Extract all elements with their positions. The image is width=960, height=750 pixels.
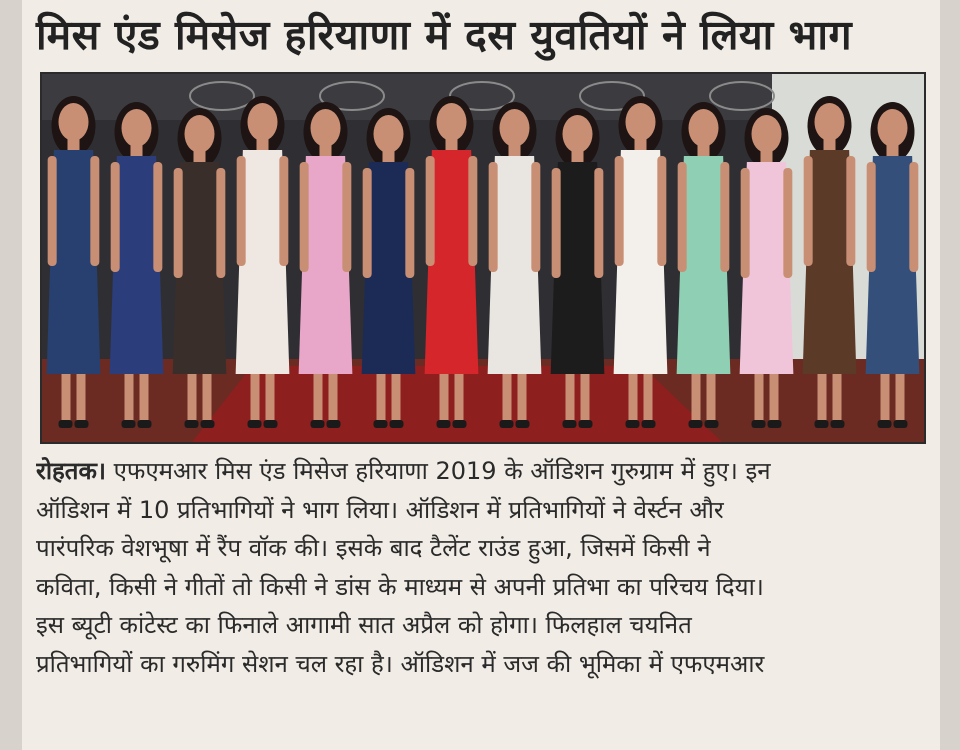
- person-leg: [707, 374, 716, 422]
- person-leg: [581, 374, 590, 422]
- person-neck: [68, 138, 80, 152]
- person-shoe: [500, 420, 514, 428]
- person-shoe: [59, 420, 73, 428]
- person-leg: [833, 374, 842, 422]
- person-shoe: [815, 420, 829, 428]
- person-neck: [824, 138, 836, 152]
- person-leg: [314, 374, 323, 422]
- person-shoe: [138, 420, 152, 428]
- person-shoe: [185, 420, 199, 428]
- person-face: [626, 103, 656, 141]
- article-line-2: ऑडिशन में 10 प्रतिभागियों ने भाग लिया। ऑडिशन में प्रतिभागियों ने वेर्स्टन और: [36, 495, 724, 524]
- person-neck: [572, 150, 584, 164]
- news-photo: [40, 72, 926, 444]
- person-neck: [761, 150, 773, 164]
- group-photo-illustration: [42, 74, 924, 442]
- person-neck: [131, 144, 143, 158]
- article-line-5: इस ब्यूटी कांटेस्ट का फिनाले आगामी सात अप्रैल को होगा। फिलहाल चयनित: [36, 611, 692, 639]
- person-leg: [692, 374, 701, 422]
- article-body: [36, 452, 928, 683]
- person-arm: [300, 162, 309, 272]
- article-line-6: प्रतिभागियों का गरुमिंग सेशन चल रहा है। ऑडिशन में जज की भूमिका में एफएमआर: [36, 649, 765, 678]
- person-neck: [887, 144, 899, 158]
- headline: मिस एंड मिसेज हरियाणा में दस युवतियों ने लिया भाग: [36, 11, 853, 59]
- person-shoe: [311, 420, 325, 428]
- person-arm: [111, 162, 120, 272]
- person-arm: [615, 156, 624, 266]
- person-arm: [342, 162, 351, 272]
- person-shoe: [437, 420, 451, 428]
- person-arm: [237, 156, 246, 266]
- person-leg: [77, 374, 86, 422]
- person-leg: [881, 374, 890, 422]
- person-neck: [320, 144, 332, 158]
- person-arm: [804, 156, 813, 266]
- person-shoe: [689, 420, 703, 428]
- person-arm: [867, 162, 876, 272]
- person-leg: [455, 374, 464, 422]
- person-arm: [552, 168, 561, 278]
- person-leg: [896, 374, 905, 422]
- person-leg: [140, 374, 149, 422]
- person-leg: [755, 374, 764, 422]
- person-face: [311, 109, 341, 147]
- person-arm: [657, 156, 666, 266]
- article-line-4: कविता, किसी ने गीतों तो किसी ने डांस के माध्यम से अपनी प्रतिभा का परिचय दिया।: [36, 572, 764, 601]
- person-arm: [174, 168, 183, 278]
- person-arm: [783, 168, 792, 278]
- person-leg: [818, 374, 827, 422]
- person-shoe: [626, 420, 640, 428]
- person-face: [437, 103, 467, 141]
- person-face: [815, 103, 845, 141]
- person-arm: [678, 162, 687, 272]
- person-arm: [531, 162, 540, 272]
- person-face: [752, 115, 782, 153]
- person-leg: [125, 374, 134, 422]
- person-neck: [194, 150, 206, 164]
- person-leg: [62, 374, 71, 422]
- person-leg: [203, 374, 212, 422]
- person-arm: [405, 168, 414, 278]
- person-shoe: [327, 420, 341, 428]
- person-leg: [770, 374, 779, 422]
- person-leg: [251, 374, 260, 422]
- person-arm: [153, 162, 162, 272]
- person-leg: [266, 374, 275, 422]
- person-arm: [279, 156, 288, 266]
- person-arm: [846, 156, 855, 266]
- person-arm: [426, 156, 435, 266]
- person-arm: [741, 168, 750, 278]
- person-neck: [635, 138, 647, 152]
- person-shoe: [831, 420, 845, 428]
- person-face: [563, 115, 593, 153]
- article-line-1: [36, 452, 928, 491]
- person-leg: [503, 374, 512, 422]
- person-arm: [216, 168, 225, 278]
- person-face: [374, 115, 404, 153]
- person-shoe: [122, 420, 136, 428]
- person-shoe: [374, 420, 388, 428]
- person-shoe: [390, 420, 404, 428]
- person-neck: [509, 144, 521, 158]
- person-face: [500, 109, 530, 147]
- person-face: [185, 115, 215, 153]
- person-face: [878, 109, 908, 147]
- article-line-1-text: एफएमआर मिस एंड मिसेज हरियाणा 2019 के ऑडिशन गुरुग्राम में हुए। इन: [105, 457, 771, 485]
- person-arm: [48, 156, 57, 266]
- person-arm: [468, 156, 477, 266]
- article-line-3: पारंपरिक वेशभूषा में रैंप वॉक की। इसके बाद टैलेंट राउंड हुआ, जिसमें किसी ने: [36, 534, 711, 562]
- person-leg: [566, 374, 575, 422]
- person-leg: [440, 374, 449, 422]
- person-leg: [188, 374, 197, 422]
- person-shoe: [752, 420, 766, 428]
- person-shoe: [563, 420, 577, 428]
- person-face: [248, 103, 278, 141]
- person-face: [689, 109, 719, 147]
- article-dateline: रोहतक।: [36, 457, 106, 485]
- person-face: [59, 103, 89, 141]
- person-face: [122, 109, 152, 147]
- person-leg: [644, 374, 653, 422]
- person-arm: [90, 156, 99, 266]
- person-leg: [377, 374, 386, 422]
- person-arm: [594, 168, 603, 278]
- person-shoe: [768, 420, 782, 428]
- person-arm: [363, 168, 372, 278]
- person-shoe: [579, 420, 593, 428]
- person-shoe: [453, 420, 467, 428]
- person-neck: [383, 150, 395, 164]
- person-shoe: [248, 420, 262, 428]
- person-shoe: [516, 420, 530, 428]
- person-neck: [698, 144, 710, 158]
- person-shoe: [705, 420, 719, 428]
- person-leg: [329, 374, 338, 422]
- person-leg: [392, 374, 401, 422]
- person-arm: [489, 162, 498, 272]
- person-shoe: [201, 420, 215, 428]
- person-shoe: [894, 420, 908, 428]
- person-neck: [257, 138, 269, 152]
- person-shoe: [642, 420, 656, 428]
- person-shoe: [264, 420, 278, 428]
- person-arm: [909, 162, 918, 272]
- person-shoe: [75, 420, 89, 428]
- person-leg: [518, 374, 527, 422]
- person-shoe: [878, 420, 892, 428]
- person-arm: [720, 162, 729, 272]
- person-neck: [446, 138, 458, 152]
- newspaper-clipping: [22, 0, 940, 750]
- person-leg: [629, 374, 638, 422]
